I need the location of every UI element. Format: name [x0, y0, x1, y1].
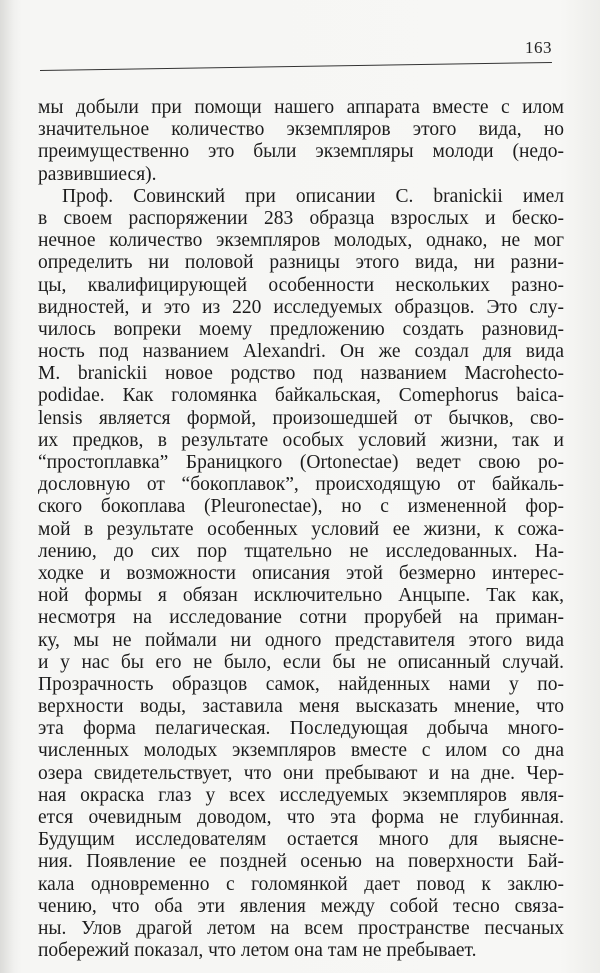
- page-number: 163: [525, 38, 552, 57]
- text-line: ния. Появление ее поздней осенью на поверхности Бай-: [38, 851, 564, 873]
- text-line: несмотря на исследование сотни прорубей на приман-: [38, 607, 564, 629]
- text-line: “простоплавка” Браницкого (Ortonectae) ведет свою ро-: [38, 452, 564, 473]
- text-line: значительное количество экземпляров этого вида, но: [38, 119, 564, 141]
- text-line: мы добыли при помощи нашего аппарата вместе с илом: [38, 97, 564, 118]
- text-line: чению, что оба эти явления между собой тесно связа-: [38, 895, 564, 917]
- header-rule: [40, 62, 552, 71]
- text-line: дословную от “бокоплавок”, происходящую от байкаль-: [38, 474, 564, 496]
- text-line: в своем распоряжении 283 образца взрослых и беско-: [38, 207, 564, 229]
- text-line: нечное количество экземпляров молодых, однако, не мог: [38, 230, 564, 252]
- text-line: цы, квалифицирующей особенности нескольких разно-: [38, 274, 564, 296]
- text-line: эта форма пелагическая. Последующая добыча много-: [38, 718, 564, 740]
- text-line: озера свидетельствует, что они пребывают и на дне. Чер-: [38, 762, 564, 784]
- text-line: lensis является формой, произошедшей от бычков, сво-: [38, 407, 564, 429]
- text-line: ется очевидным доводом, что эта форма не глубинная.: [38, 807, 564, 828]
- text-line: ны. Улов драгой летом на всем пространстве песчаных: [38, 917, 564, 939]
- body-text: [38, 97, 564, 962]
- paragraph: [38, 186, 564, 963]
- text-line: их предков, в результате особых условий жизни, так и: [38, 429, 564, 451]
- text-line: развившиеся).: [38, 163, 157, 185]
- text-line: Будущим исследователям остается много для выясне-: [38, 829, 564, 851]
- text-line: кала одновременно с голомянкой дает повод к заклю-: [38, 873, 564, 895]
- text-line: определить ни половой разницы этого вида, ни разни-: [38, 252, 564, 274]
- text-line: ходке и возможности описания этой безмерно интерес-: [38, 562, 564, 584]
- text-line: ность под названием Alexandri. Он же создал для вида: [38, 341, 564, 363]
- text-line: ной формы я обязан исключительно Анцыпе. Так как,: [38, 585, 564, 607]
- text-line: преимущественно это были экземпляры молоди (недо-: [38, 141, 564, 163]
- text-line: численных молодых экземпляров вместе с илом со дна: [38, 740, 564, 762]
- text-line: podidae. Как голомянка байкальская, Comephorus baica-: [38, 385, 564, 407]
- paragraph: [38, 97, 564, 186]
- text-line: лению, до сих пор тщательно не исследованных. На-: [38, 540, 564, 562]
- binding-shadow: [0, 0, 22, 973]
- text-line: мой в результате особенных условий ее жизни, к сожа-: [38, 518, 564, 540]
- text-line: верхности воды, заставила меня высказать мнение, что: [38, 696, 564, 718]
- text-line: видностей, и это из 220 исследуемых образцов. Это слу-: [38, 296, 564, 318]
- text-line: чилось вопреки моему предложению создать разновид-: [38, 318, 564, 340]
- text-line: и у нас бы его не было, если бы не описанный случай.: [38, 651, 564, 673]
- text-line: ского бокоплава (Pleuronectae), но с измененной фор-: [38, 496, 564, 518]
- text-line: Прозрачность образцов самок, найденных нами у по-: [38, 673, 564, 695]
- text-line: побережий показал, что летом она там не пребывает.: [38, 940, 477, 962]
- text-line: M. branickii новое родство под названием Macrohecto-: [38, 363, 564, 385]
- text-line: ку, мы не поймали ни одного представителя этого вида: [38, 629, 564, 651]
- text-line: Проф. Совинский при описании C. branickii имел: [62, 185, 564, 207]
- text-line: ная окраска глаз у всех исследуемых экземпляров явля-: [38, 784, 564, 806]
